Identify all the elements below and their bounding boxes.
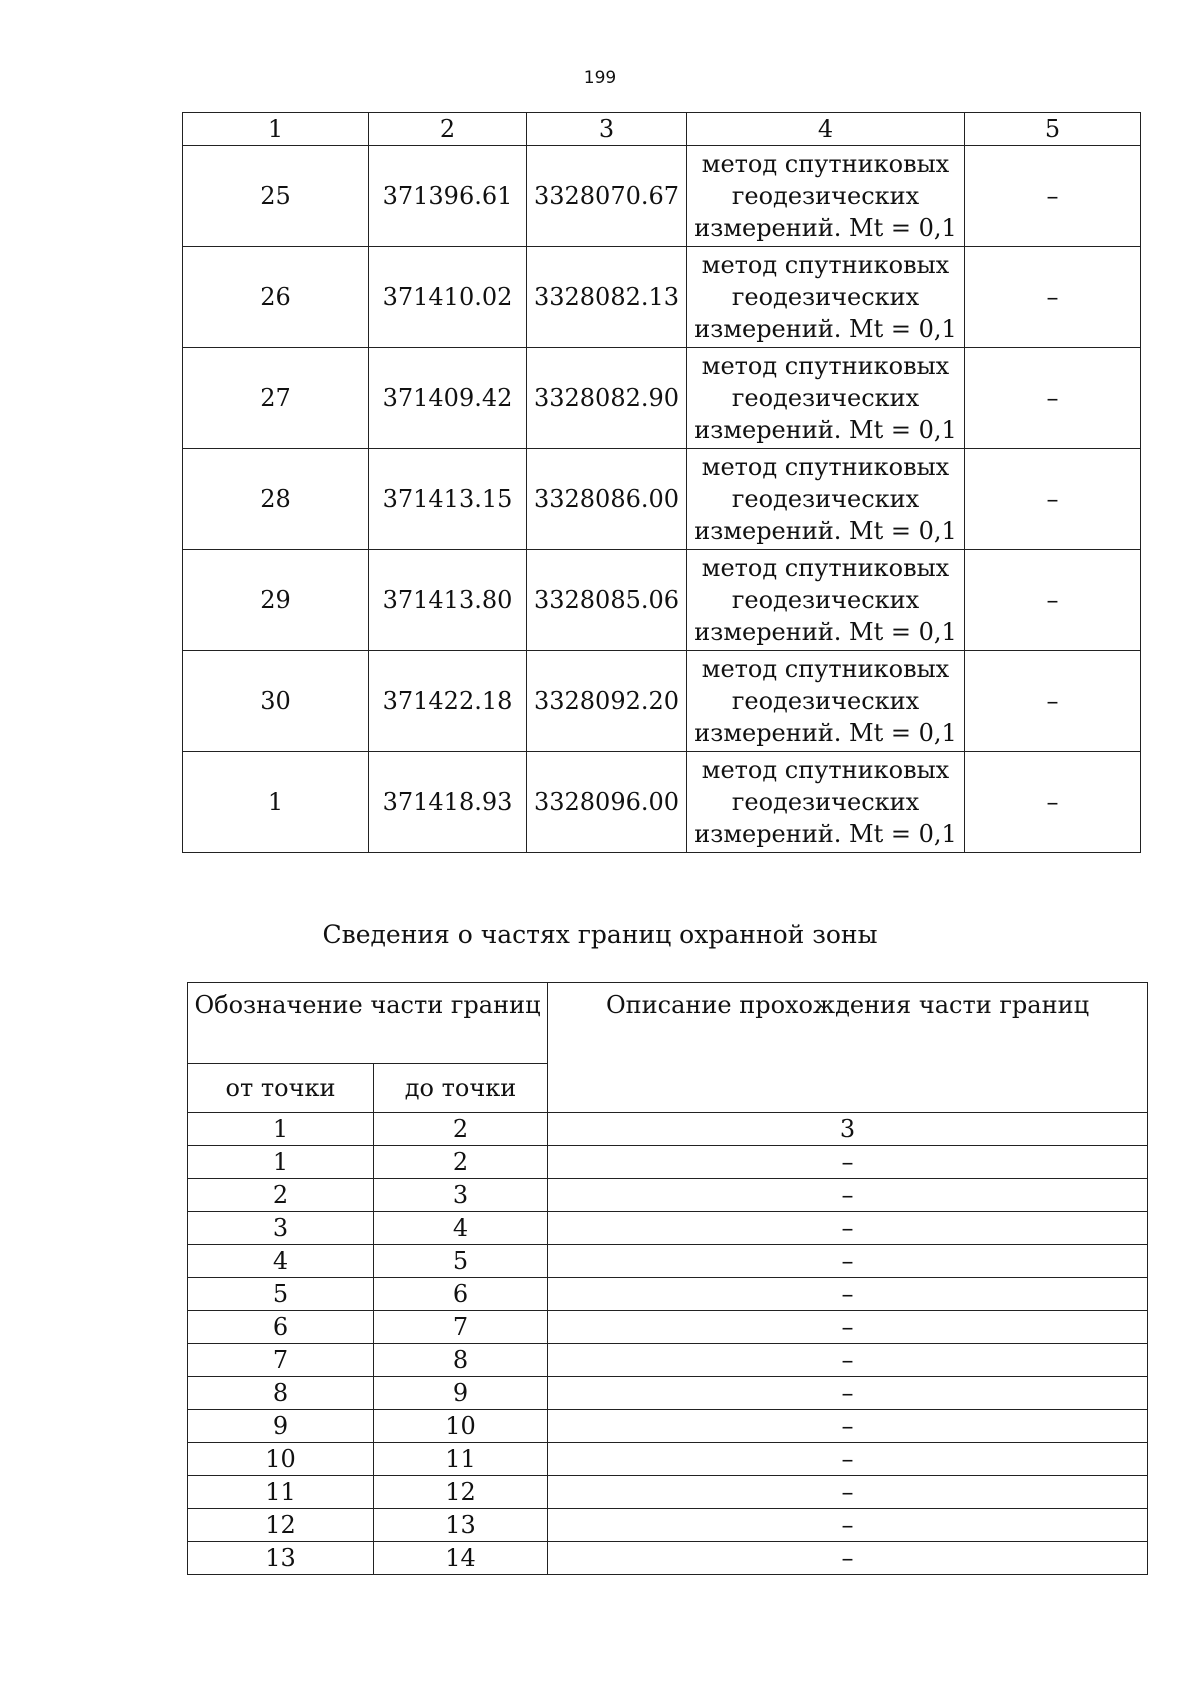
page-number: 199 [583,68,617,88]
point-number: 26 [183,247,369,348]
method-line-1: метод спутниковых [701,756,950,784]
point-description: – [965,146,1141,247]
method-line-2: геодезических [731,586,920,614]
table-row [188,1278,1148,1311]
parts-number-row [188,1113,1148,1146]
method-line-3: измерений. Mt = 0,1 [694,719,957,747]
from-point: 12 [188,1509,374,1542]
to-point: 14 [374,1542,548,1575]
coordinates-table [182,112,1141,853]
point-number: 28 [183,449,369,550]
to-point: 5 [374,1245,548,1278]
method-cell [687,146,965,247]
from-point: 4 [188,1245,374,1278]
to-point: 12 [374,1476,548,1509]
method-line-3: измерений. Mt = 0,1 [694,416,957,444]
number-cell-1: 1 [188,1113,374,1146]
to-point: 4 [374,1212,548,1245]
part-description-header: Описание прохождения части границ [548,983,1148,1113]
to-point: 11 [374,1443,548,1476]
to-point: 3 [374,1179,548,1212]
method-line-2: геодезических [731,283,920,311]
table-row [188,1245,1148,1278]
method-line-3: измерений. Mt = 0,1 [694,820,957,848]
method-line-2: геодезических [731,384,920,412]
part-description: – [548,1344,1148,1377]
y-coordinate: 3328092.20 [527,651,687,752]
from-point: 10 [188,1443,374,1476]
table-row [188,1410,1148,1443]
part-description: – [548,1377,1148,1410]
method-line-1: метод спутниковых [701,150,950,178]
to-point: 13 [374,1509,548,1542]
boundary-parts-table [187,982,1148,1575]
method-cell [687,651,965,752]
method-cell [687,550,965,651]
x-coordinate: 371422.18 [369,651,527,752]
from-point: 5 [188,1278,374,1311]
to-point: 10 [374,1410,548,1443]
part-description: – [548,1245,1148,1278]
to-point: 9 [374,1377,548,1410]
part-description: – [548,1410,1148,1443]
point-description: – [965,449,1141,550]
table-row [188,1179,1148,1212]
table-row [188,1443,1148,1476]
part-designation-header: Обозначение части границ [188,983,548,1064]
method-cell [687,247,965,348]
to-point: 8 [374,1344,548,1377]
y-coordinate: 3328082.13 [527,247,687,348]
to-point-header: до точки [374,1064,548,1113]
x-coordinate: 371396.61 [369,146,527,247]
part-description: – [548,1146,1148,1179]
y-coordinate: 3328085.06 [527,550,687,651]
y-coordinate: 3328082.90 [527,348,687,449]
x-coordinate: 371413.80 [369,550,527,651]
point-description: – [965,752,1141,853]
x-coordinate: 371410.02 [369,247,527,348]
table-row [183,247,1141,348]
x-coordinate: 371409.42 [369,348,527,449]
table-row [183,752,1141,853]
from-point: 13 [188,1542,374,1575]
from-point: 8 [188,1377,374,1410]
point-description: – [965,247,1141,348]
x-coordinate: 371418.93 [369,752,527,853]
from-point-header: от точки [188,1064,374,1113]
method-line-1: метод спутниковых [701,352,950,380]
y-coordinate: 3328070.67 [527,146,687,247]
section-title: Сведения о частях границ охранной зоны [322,920,878,949]
method-line-3: измерений. Mt = 0,1 [694,517,957,545]
from-point: 9 [188,1410,374,1443]
coordinates-header-row [183,113,1141,146]
table-row [188,1212,1148,1245]
method-line-3: измерений. Mt = 0,1 [694,315,957,343]
x-coordinate: 371413.15 [369,449,527,550]
table-row [183,146,1141,247]
point-number: 25 [183,146,369,247]
table-row [188,1542,1148,1575]
method-line-2: геодезических [731,182,920,210]
method-line-2: геодезических [731,687,920,715]
point-number: 27 [183,348,369,449]
header-cell-1: 1 [183,113,369,146]
point-number: 30 [183,651,369,752]
to-point: 2 [374,1146,548,1179]
table-row [188,1146,1148,1179]
part-description: – [548,1509,1148,1542]
method-line-1: метод спутниковых [701,554,950,582]
table-row [183,449,1141,550]
number-cell-2: 2 [374,1113,548,1146]
part-description: – [548,1311,1148,1344]
table-row [188,1377,1148,1410]
part-description: – [548,1443,1148,1476]
point-description: – [965,348,1141,449]
part-description: – [548,1179,1148,1212]
to-point: 6 [374,1278,548,1311]
from-point: 6 [188,1311,374,1344]
header-cell-3: 3 [527,113,687,146]
point-description: – [965,651,1141,752]
table-row [183,651,1141,752]
header-cell-2: 2 [369,113,527,146]
method-line-1: метод спутниковых [701,655,950,683]
part-description: – [548,1476,1148,1509]
table-row [188,1509,1148,1542]
method-line-3: измерений. Mt = 0,1 [694,618,957,646]
method-cell [687,348,965,449]
header-cell-4: 4 [687,113,965,146]
method-line-1: метод спутниковых [701,453,950,481]
point-description: – [965,550,1141,651]
from-point: 1 [188,1146,374,1179]
part-description: – [548,1278,1148,1311]
method-cell [687,449,965,550]
from-point: 3 [188,1212,374,1245]
table-row [188,1311,1148,1344]
method-line-1: метод спутниковых [701,251,950,279]
point-number: 29 [183,550,369,651]
table-row [188,1476,1148,1509]
y-coordinate: 3328096.00 [527,752,687,853]
from-point: 7 [188,1344,374,1377]
number-cell-3: 3 [548,1113,1148,1146]
header-cell-5: 5 [965,113,1141,146]
table-row [183,348,1141,449]
method-line-2: геодезических [731,788,920,816]
table-row [183,550,1141,651]
part-description: – [548,1542,1148,1575]
method-cell [687,752,965,853]
y-coordinate: 3328086.00 [527,449,687,550]
parts-header-row-1 [188,983,1148,1064]
method-line-3: измерений. Mt = 0,1 [694,214,957,242]
to-point: 7 [374,1311,548,1344]
point-number: 1 [183,752,369,853]
part-description: – [548,1212,1148,1245]
table-row [188,1344,1148,1377]
from-point: 2 [188,1179,374,1212]
method-line-2: геодезических [731,485,920,513]
from-point: 11 [188,1476,374,1509]
